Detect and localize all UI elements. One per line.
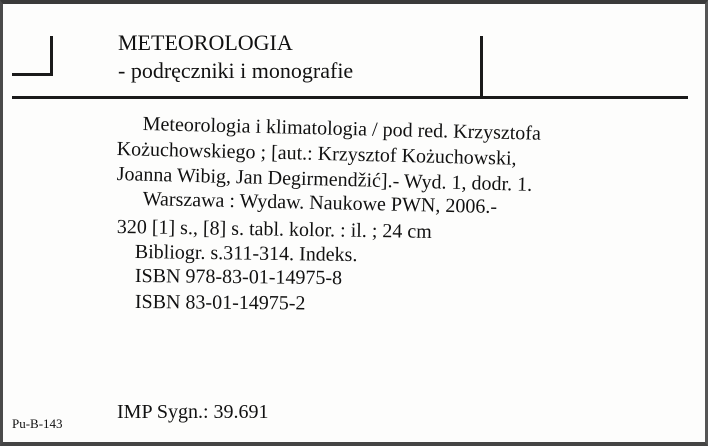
record-line-1: Meteorologia i klimatologia / pod red. Krzysztofa: [142, 113, 542, 145]
header-rule: [12, 96, 688, 99]
corner-mark-horizontal: [12, 73, 53, 76]
record-line-3: Joanna Wibig, Jan Degirmendžić].- Wyd. 1, dodr. 1.: [116, 163, 533, 196]
subject-subheading: - podręczniki i monografie: [118, 58, 354, 83]
header-divider: [480, 36, 483, 98]
subject-heading: METEOROLOGIA: [118, 30, 293, 55]
shelf-code: Pu-B-143: [12, 416, 63, 431]
call-number: IMP Sygn.: 39.691: [117, 401, 269, 423]
record-line-4: Warszawa : Wydaw. Naukowe PWN, 2006.-: [142, 188, 498, 219]
record-line-5: 320 [1] s., [8] s. tabl. kolor. : il. ; 24 cm: [116, 216, 432, 243]
record-line-2: Kożuchowskiego ; [aut.: Krzysztof Kożuchowski,: [116, 138, 517, 170]
record-line-8: ISBN 83-01-14975-2: [134, 291, 306, 315]
corner-mark-vertical: [50, 36, 53, 76]
record-line-7: ISBN 978-83-01-14975-8: [134, 265, 343, 290]
record-line-6: Bibliogr. s.311-314. Indeks.: [134, 241, 358, 267]
